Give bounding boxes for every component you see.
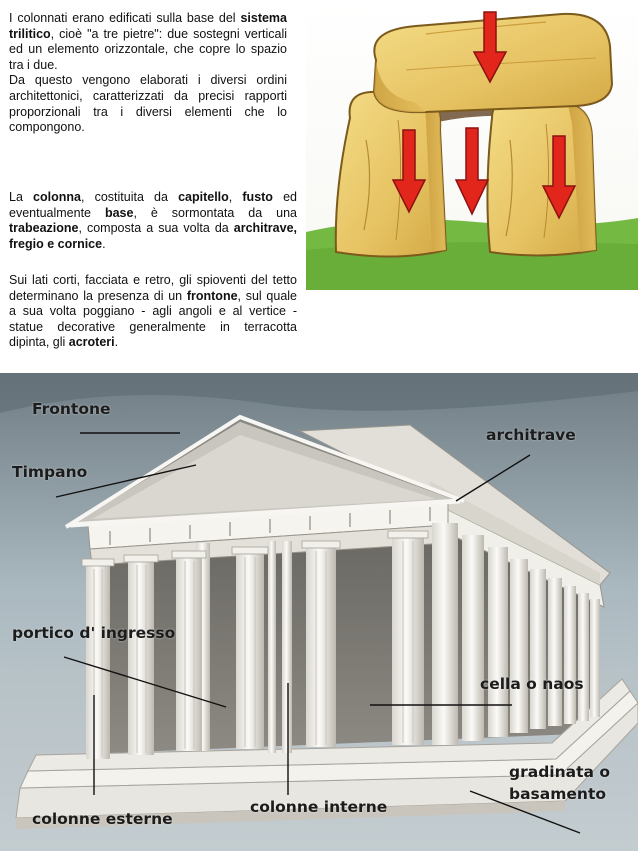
bold-term: trabeazione <box>9 221 79 236</box>
temple-illustration <box>0 373 638 851</box>
bold-term: fusto <box>242 190 273 204</box>
bold-term: architrave, fregio e cornice <box>9 221 297 251</box>
label-gradinata-line1: gradinata o <box>509 763 611 781</box>
intro-paragraph <box>9 11 287 136</box>
label-architrave: architrave <box>486 426 576 444</box>
text-run: ed eventualmente <box>9 190 297 220</box>
left-pillar <box>336 92 446 257</box>
label-timpano: Timpano <box>12 463 88 481</box>
label-frontone: Frontone <box>32 400 111 418</box>
text-run: . <box>114 335 119 350</box>
text-run: . <box>102 236 106 251</box>
text-run: , composta a sua volta da <box>78 221 234 236</box>
text-run: , cioè "a tre pietre": due sostegni verticali ed un elemento orizzontale, che copre lo spazio tra i due. <box>9 26 287 72</box>
text-run: Da questo vengono elaborati i diversi ordini architettonici, caratterizzati da precisi rapporti proporzionali tra i diversi elementi che lo compongono. <box>9 73 287 135</box>
label-portico: portico d' ingresso <box>12 624 176 642</box>
column-paragraph <box>9 190 297 252</box>
bold-term: frontone <box>186 288 238 303</box>
text-run: , <box>228 190 243 204</box>
label-colonne-esterne: colonne esterne <box>32 810 173 828</box>
pediment-paragraph <box>9 273 297 351</box>
bold-term: capitello <box>178 190 229 204</box>
trilithon-illustration <box>306 0 638 290</box>
text-run: , costituita da <box>80 190 179 204</box>
text-run: , è sormontata da una <box>133 205 298 220</box>
bold-term: colonna <box>33 190 81 204</box>
bold-term: acroteri <box>68 335 115 350</box>
bold-term: base <box>104 205 134 220</box>
label-gradinata-line2: basamento <box>509 785 606 803</box>
text-run: I colonnati erano edificati sulla base del <box>9 11 241 25</box>
text-run: , sul quale a sua volta poggiano - agli angoli e al vertice - statue decorative generalmente in terracotta dipinta, gli <box>9 288 297 350</box>
label-cella: cella o naos <box>480 675 584 693</box>
right-pillar <box>487 99 596 255</box>
text-run: Sui lati corti, facciata e retro, gli spioventi del tetto determinano la presenza di un <box>9 273 297 303</box>
text-run: La <box>9 190 34 204</box>
bold-term: sistema trilitico <box>9 11 287 41</box>
label-colonne-interne: colonne interne <box>250 798 388 816</box>
